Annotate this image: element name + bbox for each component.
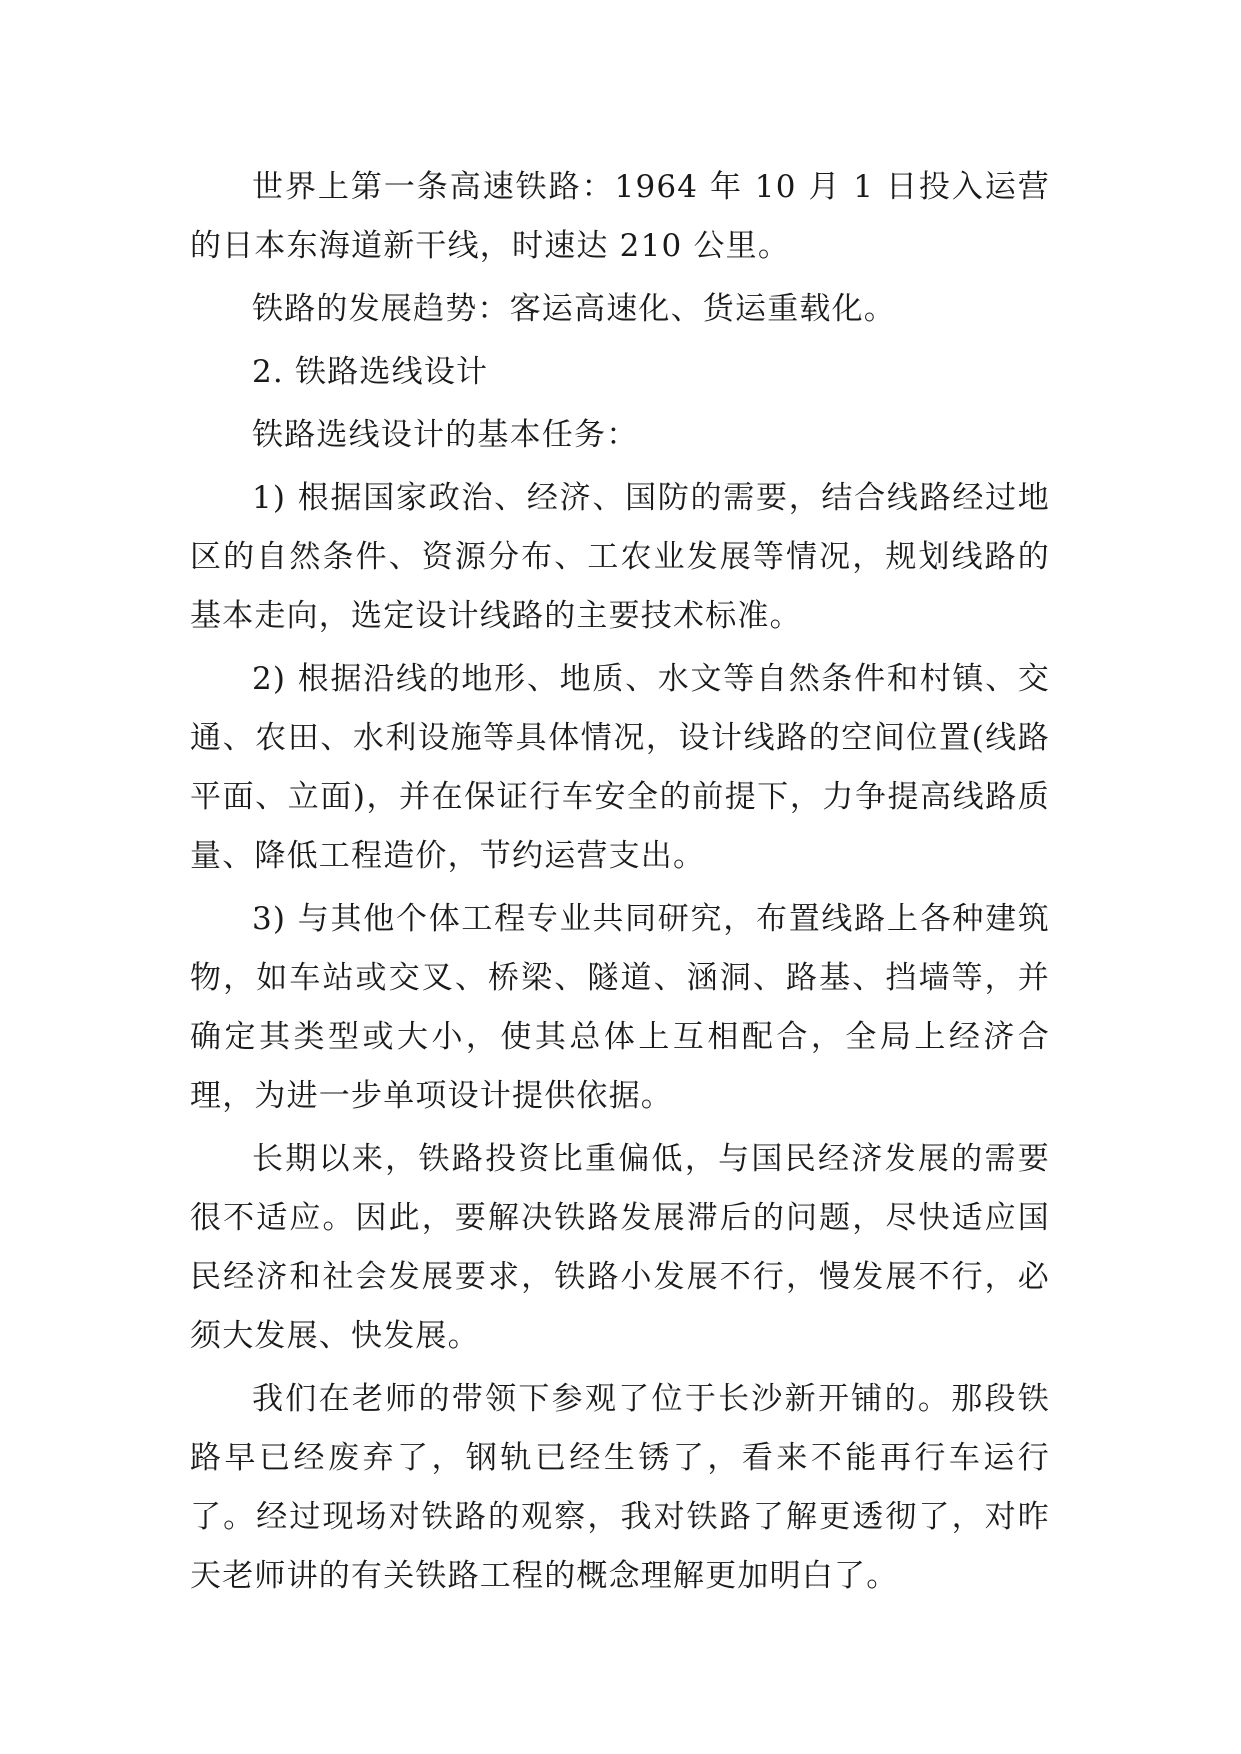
paragraph-high-speed-railway: 世界上第一条高速铁路：1964 年 10 月 1 日投入运营的日本东海道新干线，时速达 210 公里。 xyxy=(190,169,1050,264)
section-heading-route-design: 2. 铁路选线设计 xyxy=(252,354,489,390)
paragraph-site-visit: 我们在老师的带领下参观了位于长沙新开铺的。那段铁路早已经废弃了，钢轨已经生锈了，看来不能再行车运行了。经过现场对铁路的观察，我对铁路了解更透彻了，对昨天老师讲的有关铁路工程的概念理解更加明白了。 xyxy=(190,1381,1050,1594)
list-item-task-3: 3) 与其他个体工程专业共同研究，布置线路上各种建筑物，如车站或交叉、桥梁、隧道、涵洞、路基、挡墙等，并确定其类型或大小，使其总体上互相配合，全局上经济合理，为进一步单项设计提供依据。 xyxy=(190,901,1050,1114)
paragraph-basic-tasks: 铁路选线设计的基本任务： xyxy=(252,417,639,453)
document-body xyxy=(190,158,1050,1610)
list-item-task-1: 1) 根据国家政治、经济、国防的需要，结合线路经过地区的自然条件、资源分布、工农业发展等情况，规划线路的基本走向，选定设计线路的主要技术标准。 xyxy=(190,480,1050,634)
paragraph-investment: 长期以来，铁路投资比重偏低，与国民经济发展的需要很不适应。因此，要解决铁路发展滞后的问题，尽快适应国民经济和社会发展要求，铁路小发展不行，慢发展不行，必须大发展、快发展。 xyxy=(190,1141,1050,1354)
list-item-task-2: 2) 根据沿线的地形、地质、水文等自然条件和村镇、交通、农田、水利设施等具体情况，设计线路的空间位置(线路平面、立面)，并在保证行车安全的前提下，力争提高线路质量、降低工程造价，节约运营支出。 xyxy=(190,661,1050,874)
paragraph-development-trend: 铁路的发展趋势：客运高速化、货运重载化。 xyxy=(252,291,896,327)
